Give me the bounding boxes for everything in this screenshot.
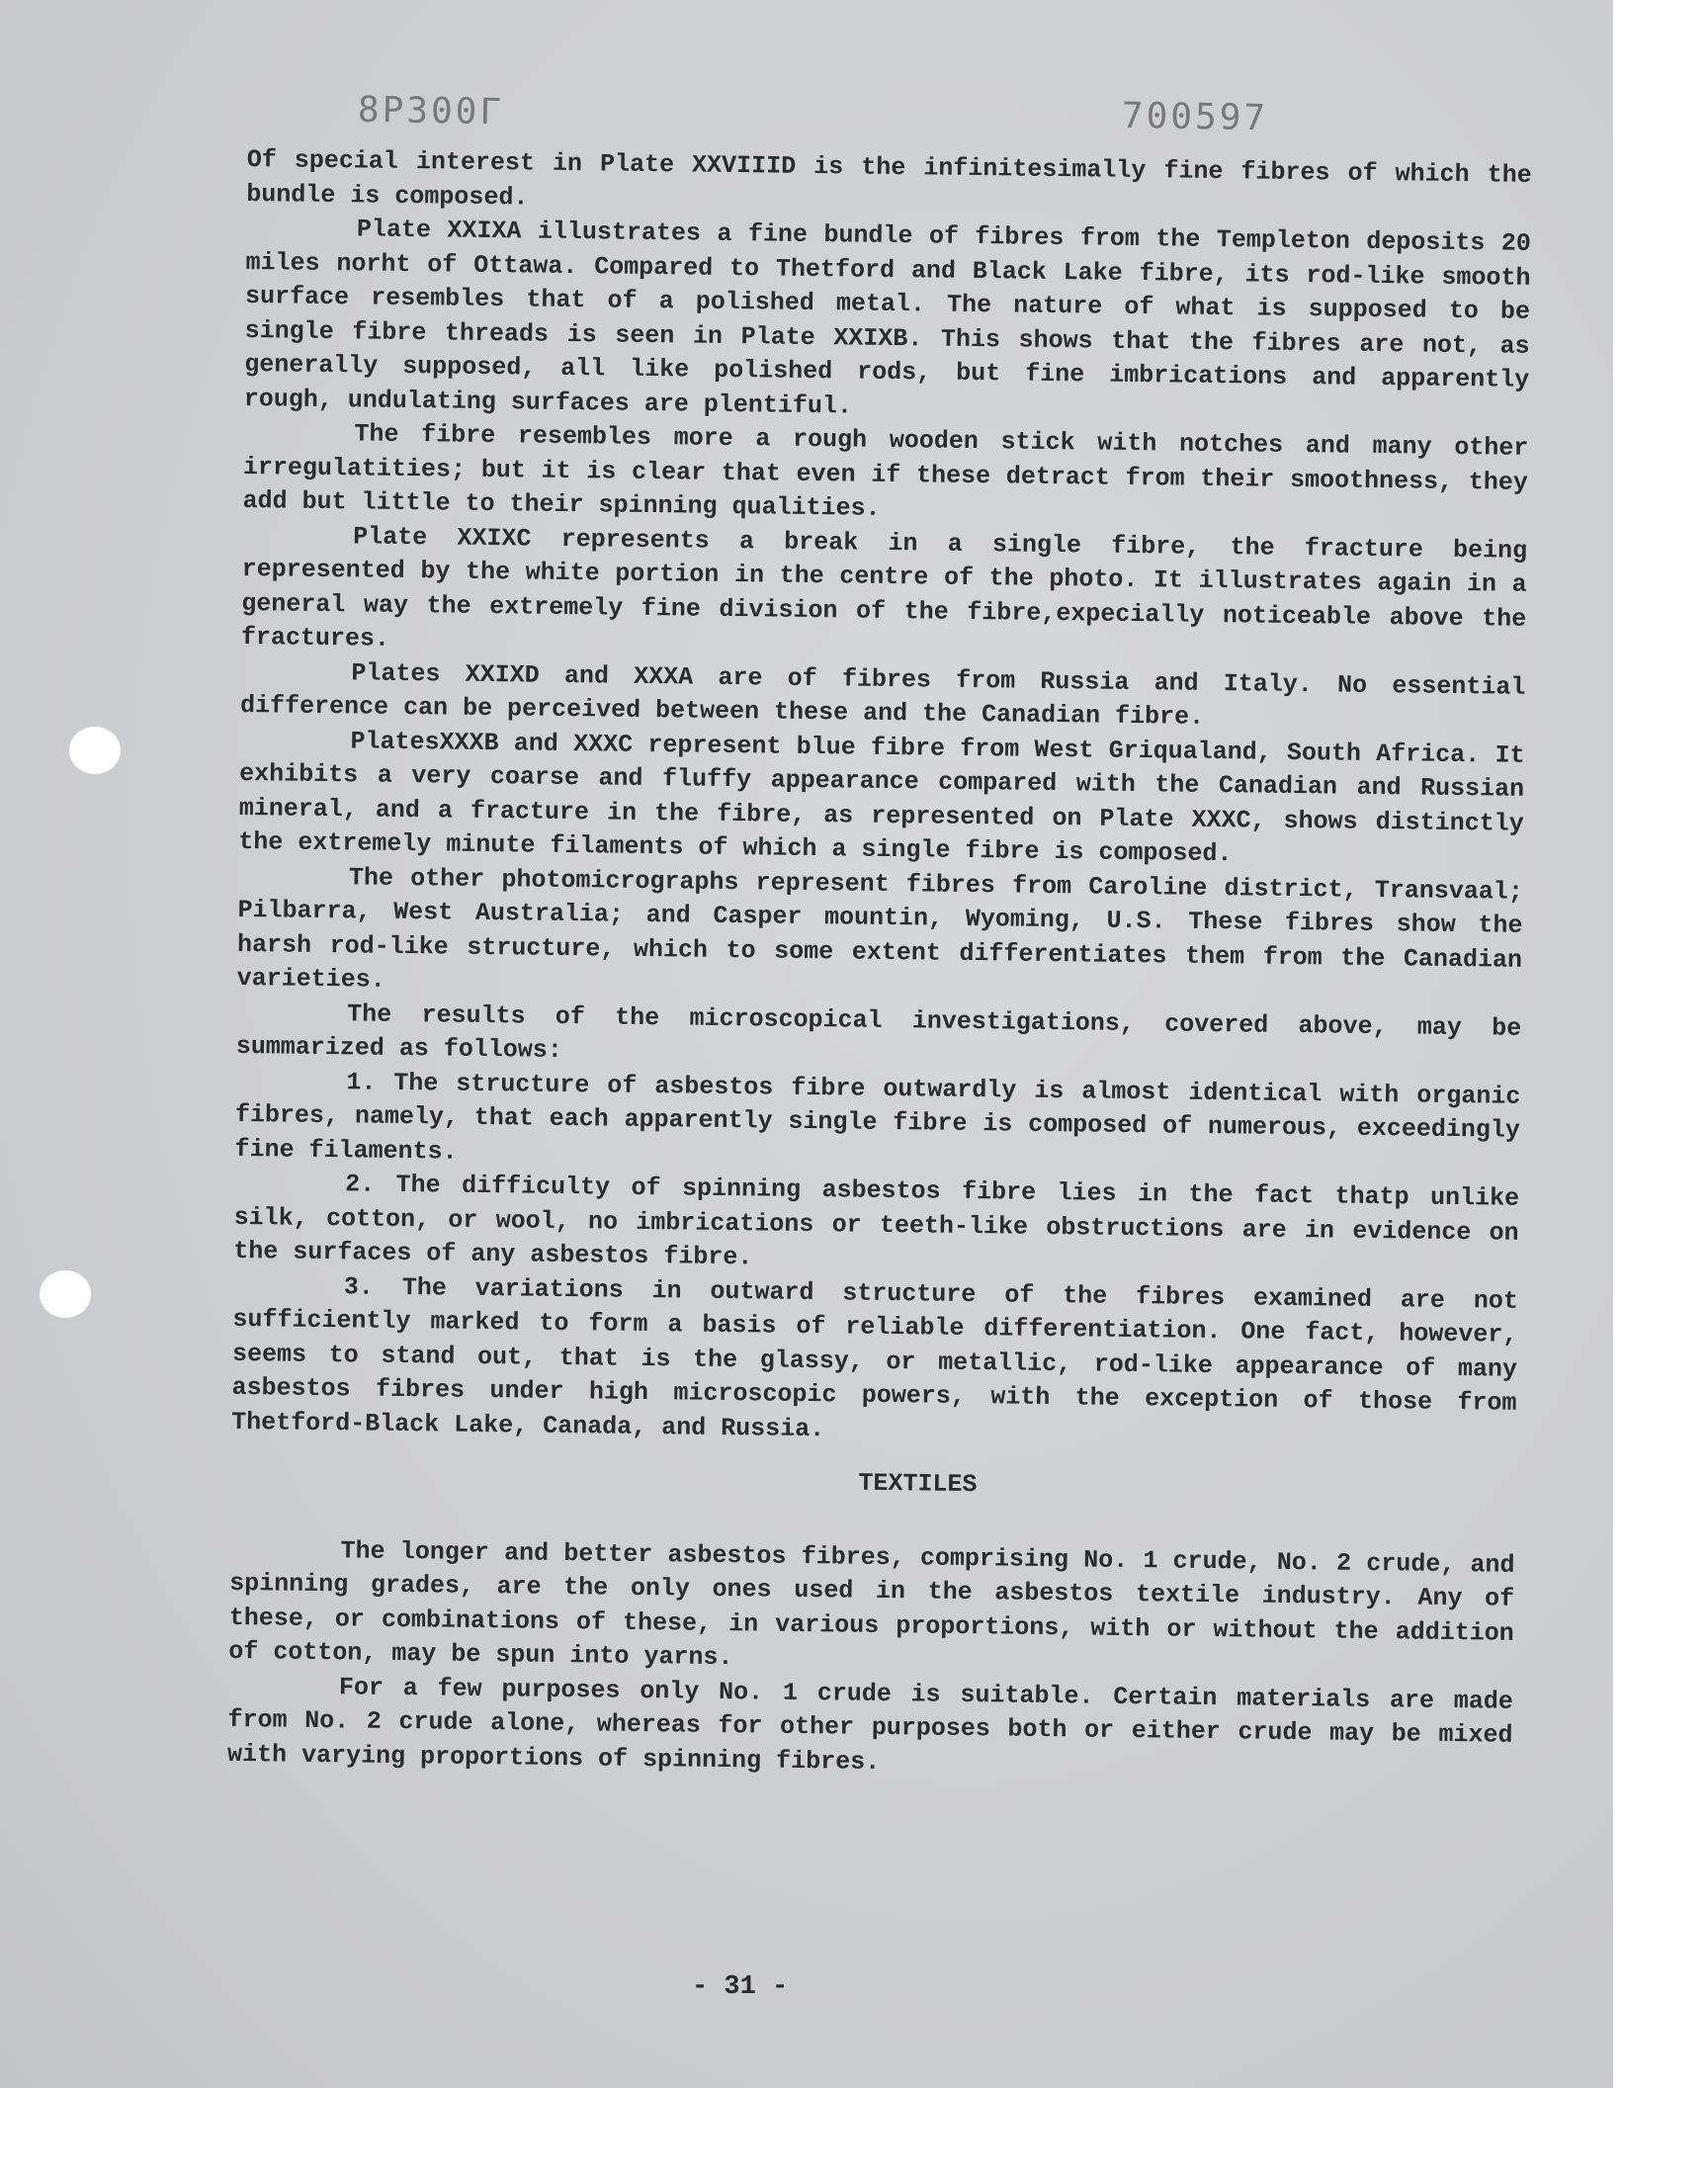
paragraph: The results of the microscopical investigations, covered above, may be summarized as follows: (235, 999, 1522, 1065)
punch-hole-upper (69, 727, 121, 774)
paragraph: Plate XXIXA illustrates a fine bundle of fibres from the Templeton deposits 20 miles norht of Ottawa. Compared to Thetford and Black Lake fibre, its rod-like smooth surface resembles that of a polished metal. The nature of what is supposed to be single fibre threads is seen in Plate XXIXB. This shows that the fibres are not, as generally supposed, all like polished rods, but fine imbrications and apparently rough, undulating surfaces are plentiful. (243, 215, 1532, 420)
section-heading: TEXTILES (858, 1468, 978, 1500)
stamp-number-right: 700597 (1121, 95, 1269, 139)
paragraph: The other photomicrographs represent fibres from Caroline district, Transvaal; Pilbarra, West Australia; and Casper mountin, Wyoming, U.S. These fibres show the harsh rod-like structure, which to some extent differentiates them from the Canadian varieties. (236, 862, 1524, 995)
summary-item-1: 1. The structure of asbestos fibre outwardly is almost identical with organic fibres, namely, that each apparently single fibre is composed of numerous, exceedingly fine filaments. (234, 1067, 1521, 1167)
stamp-number-left: 8P300Γ (357, 89, 505, 133)
punch-hole-lower (40, 1270, 91, 1318)
paragraph: Plates XXIXD and XXXA are of fibres from Russia and Italy. No essential difference can be perceived between these and the Canadian fibre. (239, 657, 1526, 732)
paragraph: The fibre resembles more a rough wooden stick with notches and many other irregulatities; but it is clear that even if these detract from their smoothness, they add but little to their spinning qualities. (242, 419, 1529, 523)
paragraph: Of special interest in Plate XXVIIID is the infinitesimally fine fibres of which the bundle is composed. (246, 144, 1532, 212)
body-text (227, 143, 1532, 1787)
paragraph: PlatesXXXB and XXXC represent blue fibre from West Griqualand, South Africa. It exhibits a very coarse and fluffy appearance compared with the Canadian and Russian mineral, and a fracture in the fibre, as represented on Plate XXXC, shows distinctly the extremely minute filaments of which a single fibre is composed. (238, 726, 1525, 869)
paragraph: Plate XXIXC represents a break in a single fibre, the fracture being represented by the white portion in the centre of the photo. It illustrates again in a general way the extremely fine division of the fibre,expecially noticeable above the fractures. (240, 521, 1528, 653)
paragraph: For a few purposes only No. 1 crude is suitable. Certain materials are made from No. 2 crude alone, whereas for other purposes both or either crude may be mixed with varying proportions of spinning fibres. (226, 1672, 1514, 1777)
paragraph: The longer and better asbestos fibres, comprising No. 1 crude, No. 2 crude, and spinning grades, are the only ones used in the asbestos textile industry. Any of these, or combinations of these, in various proportions, with or without the addition of cotton, may be spun into yarns. (228, 1535, 1515, 1673)
page-number: - 31 - (692, 1972, 789, 2002)
summary-item-3: 3. The variations in outward structure of the fibres examined are not sufficiently marked to form a basis of reliable differentiation. One fact, however, seems to stand out, that is the glassy, or metallic, rod-like appearance of many asbestos fibres under high microscopic powers, with the exception of those from Thetford-Black Lake, Canada, and Russia. (231, 1271, 1518, 1443)
summary-item-2: 2. The difficulty of spinning asbestos fibre lies in the fact thatp unlike silk, cotton, or wool, no imbrications or teeth-like obstructions are in evidence on the surfaces of any asbestos fibre. (233, 1170, 1520, 1272)
